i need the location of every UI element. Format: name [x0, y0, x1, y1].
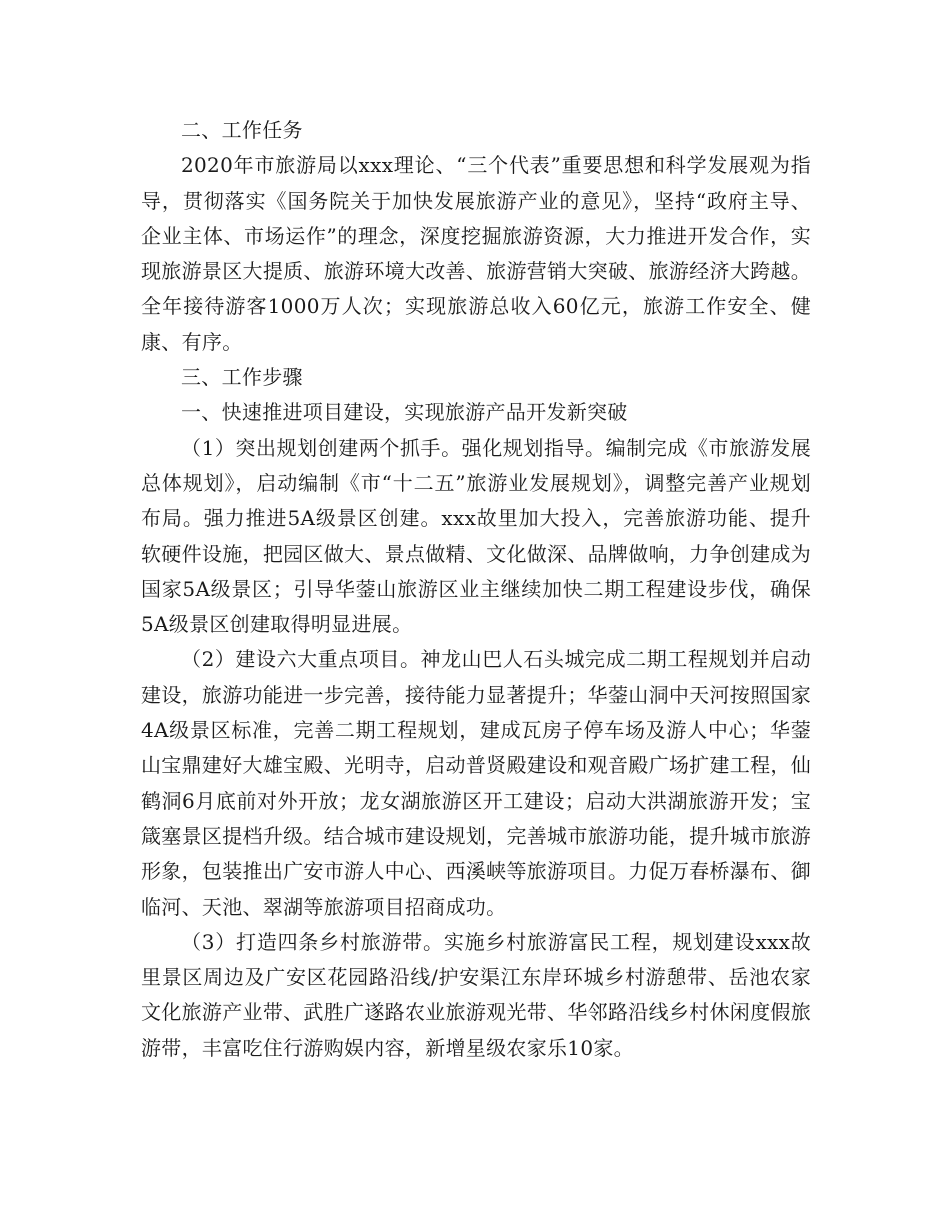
paragraph-item-2: （2）建设六大重点项目。神龙山巴人石头城完成二期工程规划并启动建设，旅游功能进一步完善，接待能力显著提升；华蓥山洞中天河按照国家4A级景区标准，完善二期工程规划，建成瓦房子停车场及游人中心；华蓥山宝鼎建好大雄宝殿、光明寺，启动普贤殿建设和观音殿广场扩建工程，仙鹤洞6月底前对外开放；龙女湖旅游区开工建设；启动大洪湖旅游开发；宝箴塞景区提档升级。结合城市建设规划，完善城市旅游功能，提升城市旅游形象，包装推出广安市游人中心、西溪峡等旅游项目。力促万春桥瀑布、御临河、天池、翠湖等旅游项目招商成功。: [141, 647, 811, 919]
paragraph-item-3: （3）打造四条乡村旅游带。实施乡村旅游富民工程，规划建设xxx故里景区周边及广安区花园路沿线/护安渠江东岸环城乡村游憩带、岳池农家文化旅游产业带、武胜广遂路农业旅游观光带、华邻路沿线乡村休闲度假旅游带，丰富吃住行游购娱内容，新增星级农家乐10家。: [141, 929, 811, 1060]
heading-work-steps: 三、工作步骤: [181, 365, 303, 390]
paragraph-work-tasks: 2020年市旅游局以xxx理论、“三个代表”重要思想和科学发展观为指导，贯彻落实《国务院关于加快发展旅游产业的意见》，坚持“政府主导、企业主体、市场运作”的理念，深度挖掘旅游资源，大力推进开发合作，实现旅游景区大提质、旅游环境大改善、旅游营销大突破、旅游经济大跨越。全年接待游客1000万人次；实现旅游总收入60亿元，旅游工作安全、健康、有序。: [141, 153, 811, 354]
paragraph-item-1: （1）突出规划创建两个抓手。强化规划指导。编制完成《市旅游发展总体规划》，启动编制《市“十二五”旅游业发展规划》，调整完善产业规划布局。强力推进5A级景区创建。xxx故里加大投入，完善旅游功能、提升软硬件设施，把园区做大、景点做精、文化做深、品牌做响，力争创建成为国家5A级景区；引导华蓥山旅游区业主继续加快二期工程建设步伐，确保5A级景区创建取得明显进展。: [141, 435, 811, 637]
heading-work-tasks: 二、工作任务: [181, 118, 303, 142]
heading-project-construction: 一、快速推进项目建设，实现旅游产品开发新突破: [181, 400, 628, 425]
document-body: [141, 113, 811, 1066]
